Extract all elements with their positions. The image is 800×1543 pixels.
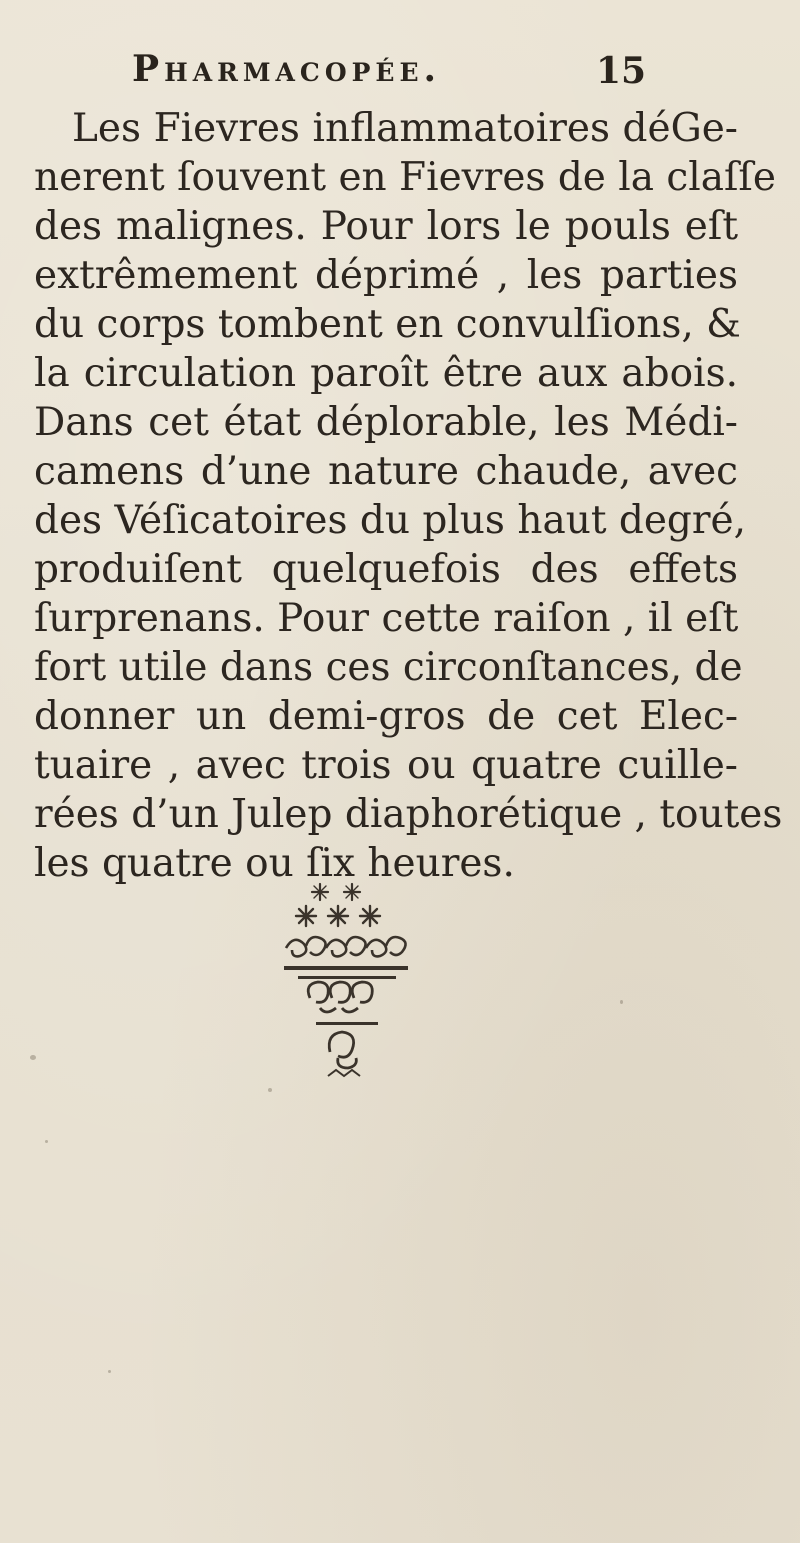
ink-speck: [30, 1055, 36, 1060]
page-header: [0, 48, 800, 108]
text-line: ſurprenans. Pour cette raiſon , il eſt: [34, 596, 739, 641]
text-line: Dans cet état déplorable, les Médi-: [34, 400, 738, 445]
ink-speck: [620, 1000, 623, 1004]
text-line: fort utile dans ces circonſtances, de: [34, 645, 743, 690]
text-line: donner un demi-gros de cet Elec-: [34, 694, 738, 739]
body-paragraph: [34, 104, 783, 888]
text-line: du corps tombent en convulſions, &: [34, 302, 741, 347]
ink-speck: [268, 1088, 272, 1092]
text-line: camens d’une nature chaude, avec: [34, 449, 738, 494]
text-line: rées d’un Julep diaphorétique , toutes: [34, 792, 783, 837]
page-number: 15: [596, 50, 647, 92]
text-line: des Véſicatoires du plus haut degré,: [34, 498, 747, 543]
text-line: la circulation paroît être aux abois.: [34, 351, 738, 396]
text-line: extrêmement déprimé , les parties: [34, 253, 738, 298]
text-line: des malignes. Pour lors le pouls eſt: [34, 204, 738, 249]
fleuron-ornament-icon: [280, 880, 420, 1120]
ink-speck: [108, 1370, 111, 1373]
text-line: tuaire , avec trois ou quatre cuille-: [34, 743, 738, 788]
running-title: Pharmacopée.: [132, 48, 442, 90]
ink-speck: [45, 1140, 48, 1143]
text-line: produiſent quelquefois des effets: [34, 547, 738, 592]
text-line: les quatre ou ſix heures.: [34, 841, 515, 886]
text-line: Les Fievres inflammatoires déGe-: [72, 106, 738, 151]
text-line: nerent ſouvent en Fievres de la claſſe: [34, 155, 776, 200]
